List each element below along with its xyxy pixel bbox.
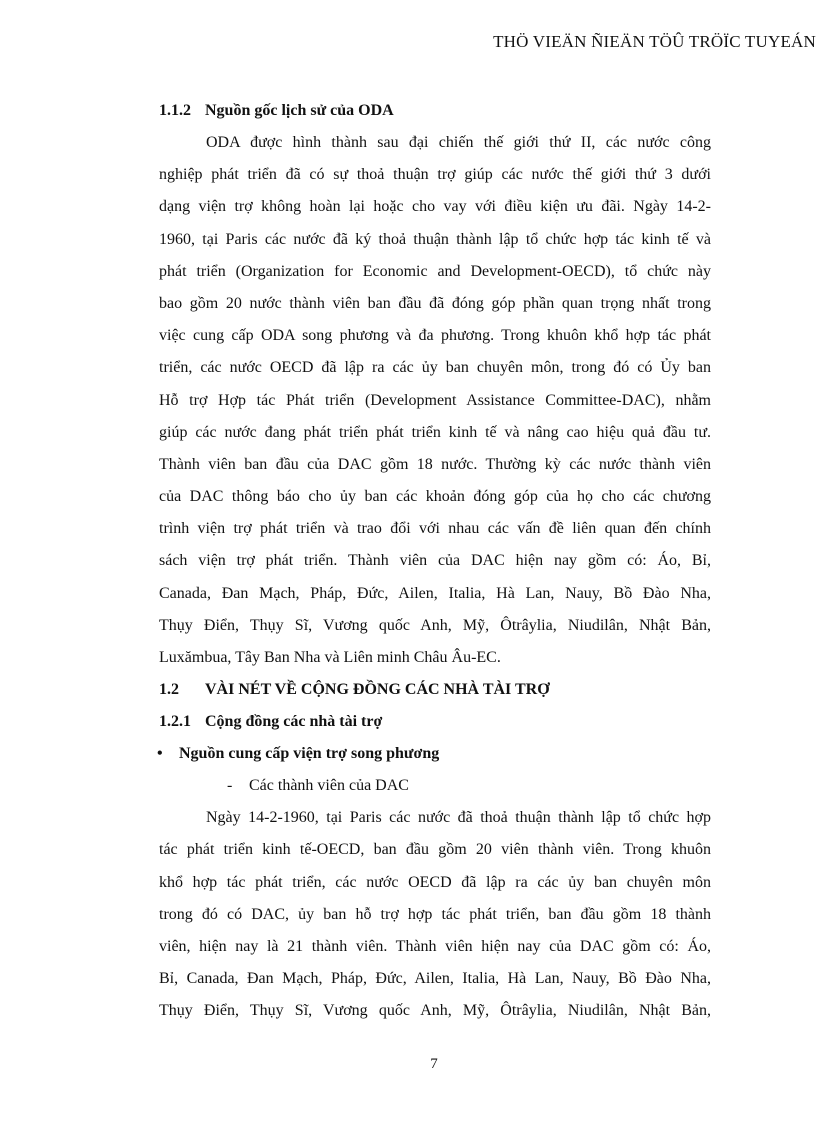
- text-line: Thụy Điển, Thụy Sĩ, Vương quốc Anh, Mỹ, Ôtrâylia, Niudilân, Nhật Bản,: [159, 1002, 711, 1020]
- page-body: [159, 95, 711, 1028]
- text-line: Ngày 14-2-1960, tại Paris các nước đã thoả thuận thành lập tổ chức hợp: [206, 809, 711, 827]
- paragraph-dac-members: [159, 802, 711, 1027]
- bullet-text: Nguồn cung cấp viện trợ song phương: [179, 745, 440, 763]
- dash-symbol: -: [227, 777, 233, 795]
- heading-number: 1.2.1: [159, 713, 191, 731]
- text-line: nghiệp phát triển đã có sự thoả thuận trợ giúp các nước thế giới thứ 3 dưới: [159, 166, 711, 184]
- text-line: Bỉ, Canada, Đan Mạch, Pháp, Đức, Ailen, Italia, Hà Lan, Nauy, Bồ Đào Nha,: [159, 970, 711, 988]
- text-line: Thụy Điển, Thụy Sĩ, Vương quốc Anh, Mỹ, Ôtrâylia, Niudilân, Nhật Bản,: [159, 616, 711, 634]
- text-line: giúp các nước đang phát triển phát triển kinh tế và nâng cao hiệu quả đầu tư.: [159, 423, 711, 441]
- text-line: tác phát triển kinh tế-OECD, ban đầu gồm 20 viên thành viên. Trong khuôn: [159, 841, 711, 859]
- text-line: trình viện trợ phát triển và trao đổi với nhau các vấn đề liên quan đến chính: [159, 520, 711, 538]
- heading-number: 1.2: [159, 681, 179, 699]
- heading-title: Cộng đồng các nhà tài trợ: [205, 713, 383, 731]
- text-line: ODA được hình thành sau đại chiến thế giới thứ II, các nước công: [206, 134, 711, 151]
- text-line: triển, các nước OECD đã lập ra các ủy ban chuyên môn, trong đó có Ủy ban: [159, 359, 711, 377]
- text-line: 1960, tại Paris các nước đã ký thoả thuận thành lập tổ chức hợp tác kinh tế và: [159, 230, 711, 248]
- text-line: bao gồm 20 nước thành viên ban đầu đã đóng góp phần quan trọng nhất trong: [159, 294, 711, 312]
- heading-number: 1.1.2: [159, 102, 191, 119]
- running-header: THÖ VIEÄN ÑIEÄN TÖÛ TRÖÏC TUYEÁN: [493, 32, 816, 51]
- text-line: viên, hiện nay là 21 thành viên. Thành viên hiện nay của DAC gồm có: Áo,: [159, 937, 711, 955]
- text-line: sách viện trợ phát triển. Thành viên của DAC hiện nay gồm có: Áo, Bỉ,: [159, 552, 711, 570]
- dash-text: Các thành viên của DAC: [249, 777, 409, 795]
- text-line: dạng viện trợ không hoàn lại hoặc cho vay với điều kiện ưu đãi. Ngày 14-2-: [159, 198, 711, 216]
- text-line: Canada, Đan Mạch, Pháp, Đức, Ailen, Italia, Hà Lan, Nauy, Bồ Đào Nha,: [159, 584, 711, 602]
- bullet-item: [157, 738, 709, 770]
- text-line: Luxămbua, Tây Ban Nha và Liên minh Châu Âu-EC.: [159, 649, 501, 666]
- heading-title: VÀI NÉT VỀ CỘNG ĐỒNG CÁC NHÀ TÀI TRỢ: [205, 681, 550, 699]
- paragraph-oda-origin: [159, 127, 711, 674]
- heading-1-1-2: [159, 95, 711, 127]
- heading-1-2-1: [159, 706, 711, 738]
- text-line: của DAC thông báo cho ủy ban các khoản đóng góp của họ cho các chương: [159, 488, 711, 506]
- page-number: 7: [430, 1056, 438, 1072]
- heading-title: Nguồn gốc lịch sử của ODA: [205, 102, 394, 119]
- dash-item: [159, 770, 711, 802]
- text-line: Hỗ trợ Hợp tác Phát triển (Development Assistance Committee-DAC), nhằm: [159, 391, 711, 409]
- text-line: trong đó có DAC, ủy ban hỗ trợ hợp tác phát triển, ban đầu gồm 18 thành: [159, 905, 711, 923]
- text-line: việc cung cấp ODA song phương và đa phương. Trong khuôn khổ hợp tác phát: [159, 327, 711, 345]
- heading-1-2: [159, 674, 711, 706]
- text-line: phát triển (Organization for Economic and Development-OECD), tổ chức này: [159, 262, 711, 280]
- bullet-symbol: •: [157, 745, 163, 763]
- text-line: Thành viên ban đầu của DAC gồm 18 nước. Thường kỳ các nước thành viên: [159, 455, 711, 473]
- text-line: khổ hợp tác phát triển, các nước OECD đã lập ra các ủy ban chuyên môn: [159, 873, 711, 891]
